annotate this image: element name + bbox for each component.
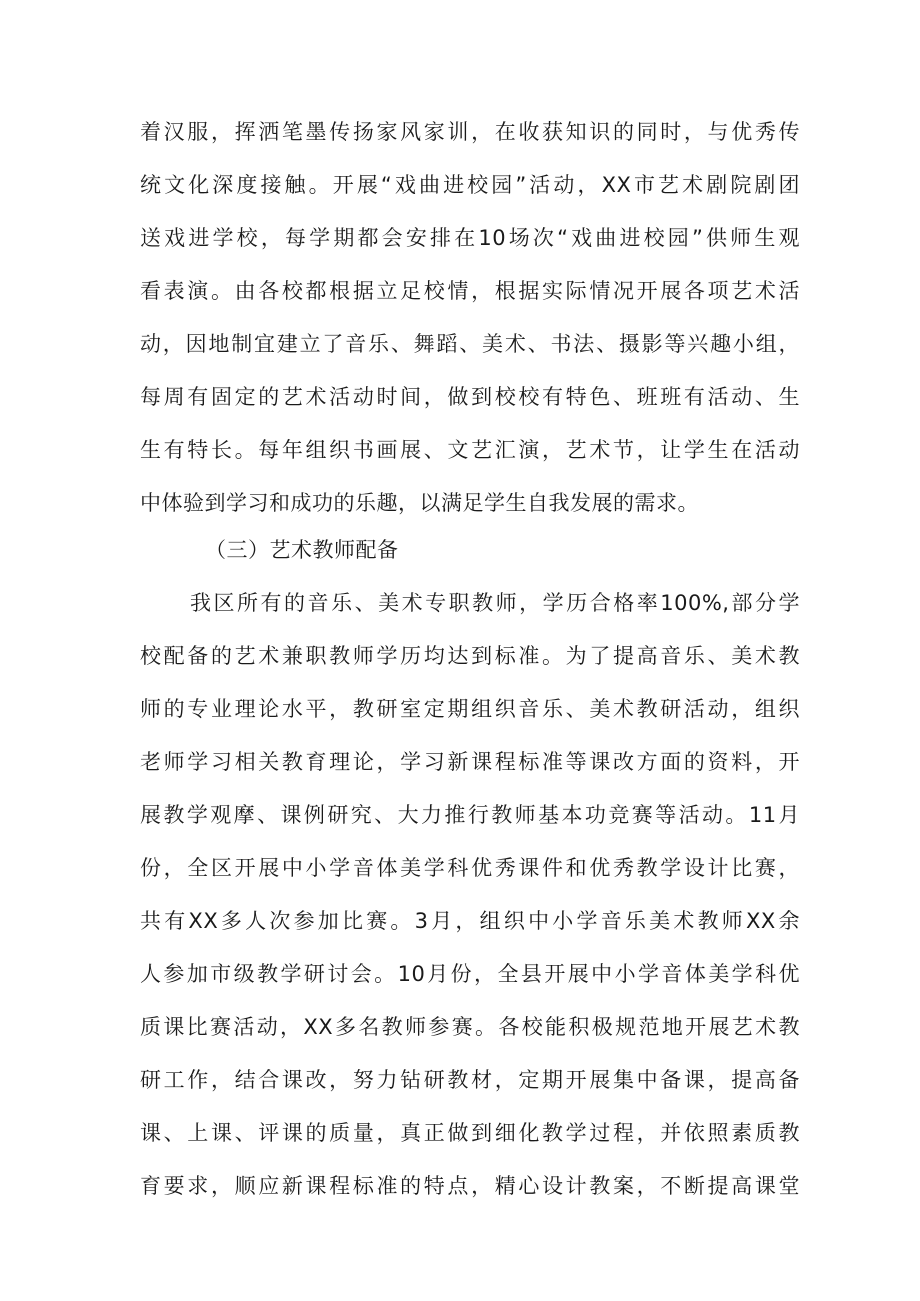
paragraph-1-line-4: 看表演。由各校都根据立足校情，根据实际情况开展各项艺术活 xyxy=(140,279,800,303)
paragraph-2-line-12: 育要求，顺应新课程标准的特点，精心设计教案，不断提高课堂 xyxy=(140,1174,800,1198)
paragraph-2-line-9: 质课比赛活动，XX多名教师参赛。各校能积极规范地开展艺术教 xyxy=(140,1015,800,1039)
paragraph-1-line-8: 中体验到学习和成功的乐趣，以满足学生自我发展的需求。 xyxy=(140,491,699,515)
paragraph-1-line-5: 动，因地制宜建立了音乐、舞蹈、美术、书法、摄影等兴趣小组， xyxy=(140,332,800,356)
paragraph-2-line-4: 老师学习相关教育理论，学习新课程标准等课改方面的资料，开 xyxy=(140,750,800,774)
paragraph-2-line-1: 我区所有的音乐、美术专职教师，学历合格率100%,部分学 xyxy=(190,591,800,615)
paragraph-1-line-6: 每周有固定的艺术活动时间，做到校校有特色、班班有活动、生 xyxy=(140,385,800,409)
paragraph-2-line-5: 展教学观摩、课例研究、大力推行教师基本功竞赛等活动。11月 xyxy=(140,803,800,827)
paragraph-1-line-2: 统文化深度接触。开展“戏曲进校园”活动，XX市艺术剧院剧团 xyxy=(140,173,800,197)
paragraph-1-line-7: 生有特长。每年组织书画展、文艺汇演，艺术节，让学生在活动 xyxy=(140,438,800,462)
paragraph-1-line-3: 送戏进学校，每学期都会安排在10场次“戏曲进校园”供师生观 xyxy=(140,226,800,250)
paragraph-2-line-3: 师的专业理论水平，教研室定期组织音乐、美术教研活动，组织 xyxy=(140,697,800,721)
paragraph-2-line-11: 课、上课、评课的质量，真正做到细化教学过程，并依照素质教 xyxy=(140,1121,800,1145)
paragraph-2-line-2: 校配备的艺术兼职教师学历均达到标准。为了提高音乐、美术教 xyxy=(140,644,800,668)
paragraph-2-line-7: 共有XX多人次参加比赛。3月，组织中小学音乐美术教师XX余 xyxy=(140,909,800,933)
paragraph-2-line-8: 人参加市级教学研讨会。10月份，全县开展中小学音体美学科优 xyxy=(140,962,800,986)
paragraph-2-line-6: 份，全区开展中小学音体美学科优秀课件和优秀教学设计比赛， xyxy=(140,856,800,880)
paragraph-2-line-10: 研工作，结合课改，努力钻研教材，定期开展集中备课，提高备 xyxy=(140,1068,800,1092)
section-heading: （三）艺术教师配备 xyxy=(205,538,399,562)
paragraph-1-line-1: 着汉服，挥洒笔墨传扬家风家训，在收获知识的同时，与优秀传 xyxy=(140,120,800,144)
